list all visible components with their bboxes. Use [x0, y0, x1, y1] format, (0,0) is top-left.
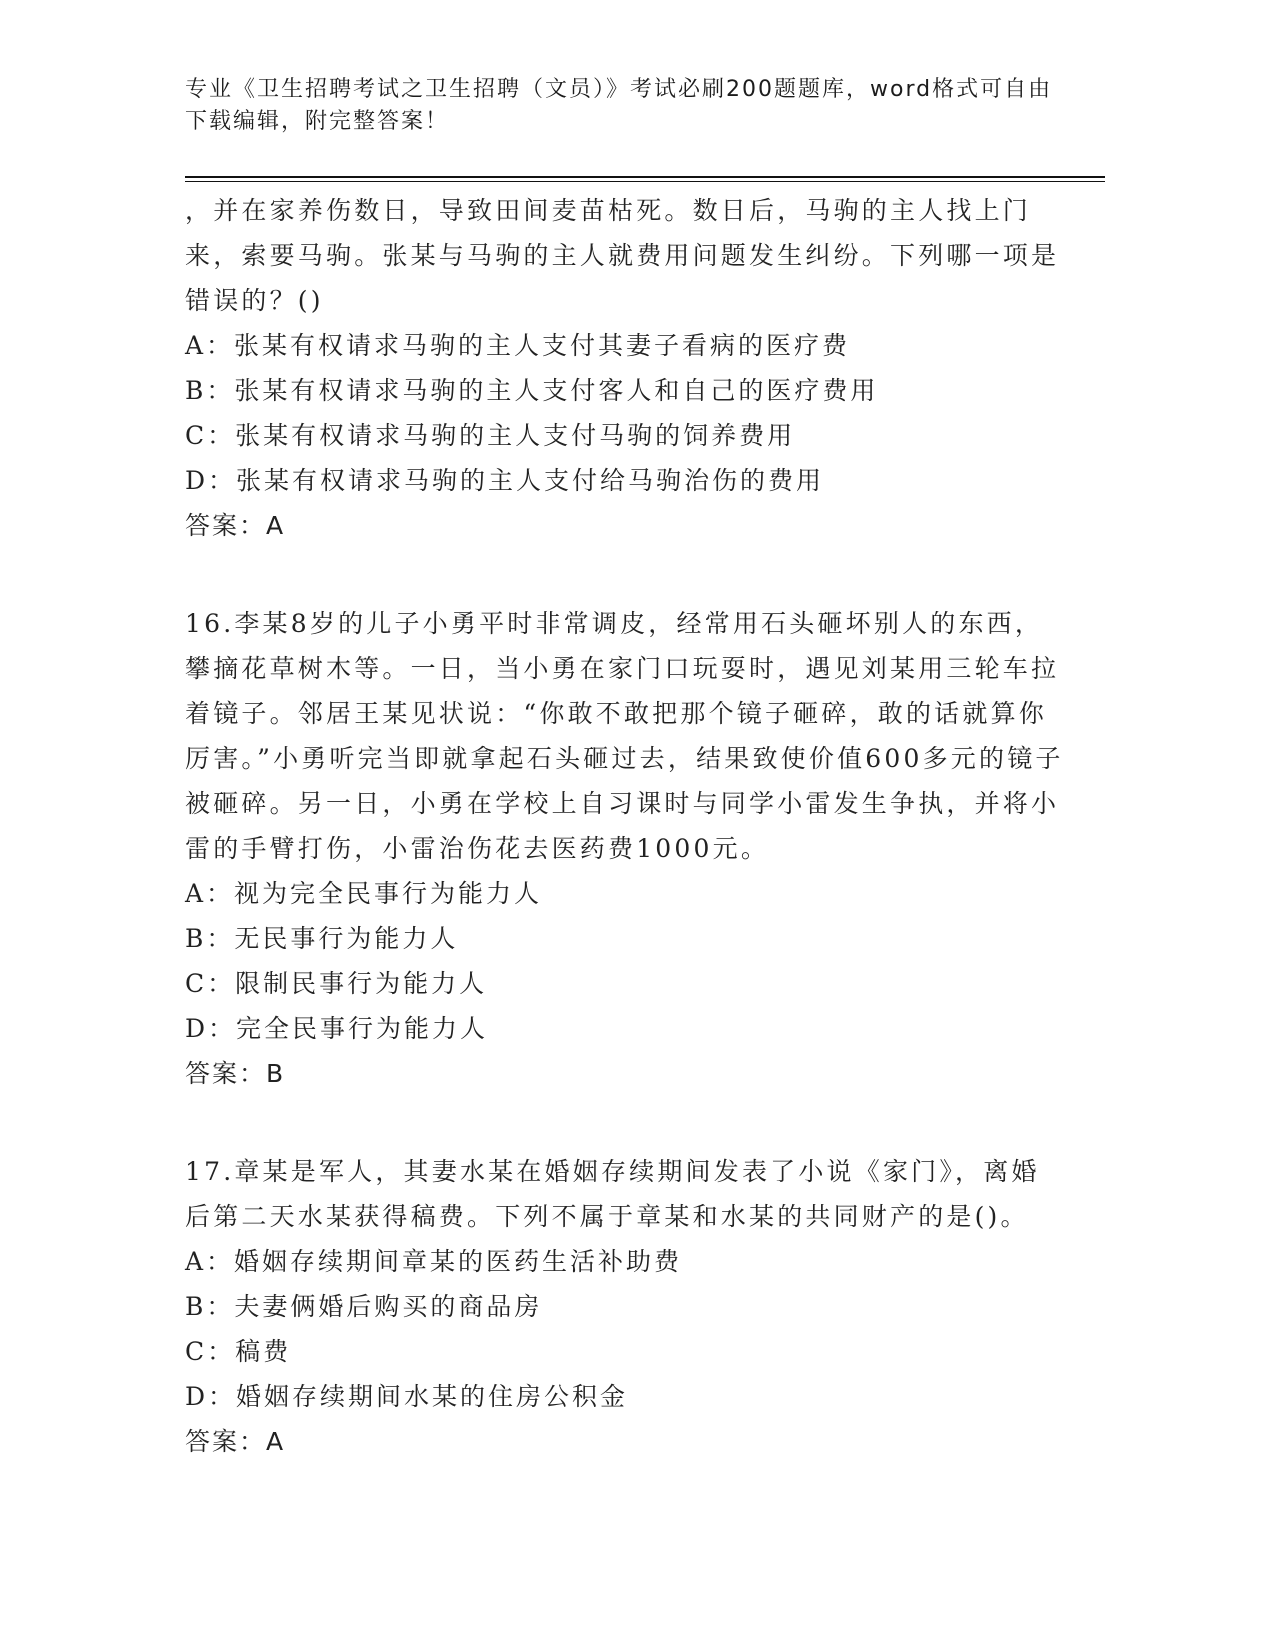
option-b: B：张某有权请求马驹的主人支付客人和自己的医疗费用	[185, 376, 879, 405]
question-list	[185, 188, 1065, 1464]
option-a: A：张某有权请求马驹的主人支付其妻子看病的医疗费	[185, 331, 851, 360]
option-a: A：视为完全民事行为能力人	[185, 879, 543, 908]
header-divider-thick	[185, 176, 1105, 178]
question-stem: 16.李某8岁的儿子小勇平时非常调皮，经常用石头砸坏别人的东西，攀摘花草树木等。一日，当小勇在家门口玩耍时，遇见刘某用三轮车拉着镜子。邻居王某见状说：“你敢不敢把那个镜子砸碎，敢的话就算你厉害。”小勇听完当即就拿起石头砸过去，结果致使价值600多元的镜子被砸碎。另一日，小勇在学校上自习课时与同学小雷发生争执，并将小雷的手臂打伤，小雷治伤花去医药费1000元。	[185, 609, 1064, 863]
option-d: D：完全民事行为能力人	[185, 1014, 489, 1043]
option-b: B：无民事行为能力人	[185, 924, 459, 953]
answer-line: 答案：B	[185, 1059, 286, 1088]
question-17	[185, 1149, 1065, 1464]
question-stem: ，并在家养伤数日，导致田间麦苗枯死。数日后，马驹的主人找上门来，索要马驹。张某与马驹的主人就费用问题发生纠纷。下列哪一项是错误的？()	[185, 196, 1060, 315]
option-c: C：张某有权请求马驹的主人支付马驹的饲养费用	[185, 421, 796, 450]
answer-line: 答案：A	[185, 511, 286, 540]
option-c: C：限制民事行为能力人	[185, 969, 488, 998]
option-d: D：张某有权请求马驹的主人支付给马驹治伤的费用	[185, 466, 825, 495]
question-16	[185, 601, 1065, 1096]
header-divider-thin	[185, 181, 1105, 182]
option-b: B：夫妻俩婚后购买的商品房	[185, 1292, 543, 1321]
answer-line: 答案：A	[185, 1427, 286, 1456]
page-header-title: 专业《卫生招聘考试之卫生招聘（文员）》考试必刷200题题库，word格式可自由下载编辑，附完整答案！	[185, 77, 1053, 134]
option-d: D：婚姻存续期间水某的住房公积金	[185, 1382, 629, 1411]
option-a: A：婚姻存续期间章某的医药生活补助费	[185, 1247, 683, 1276]
question-stem: 17.章某是军人，其妻水某在婚姻存续期间发表了小说《家门》，离婚后第二天水某获得稿费。下列不属于章某和水某的共同财产的是()。	[185, 1157, 1040, 1231]
option-c: C：稿费	[185, 1337, 292, 1366]
question-15-continued	[185, 188, 1065, 548]
